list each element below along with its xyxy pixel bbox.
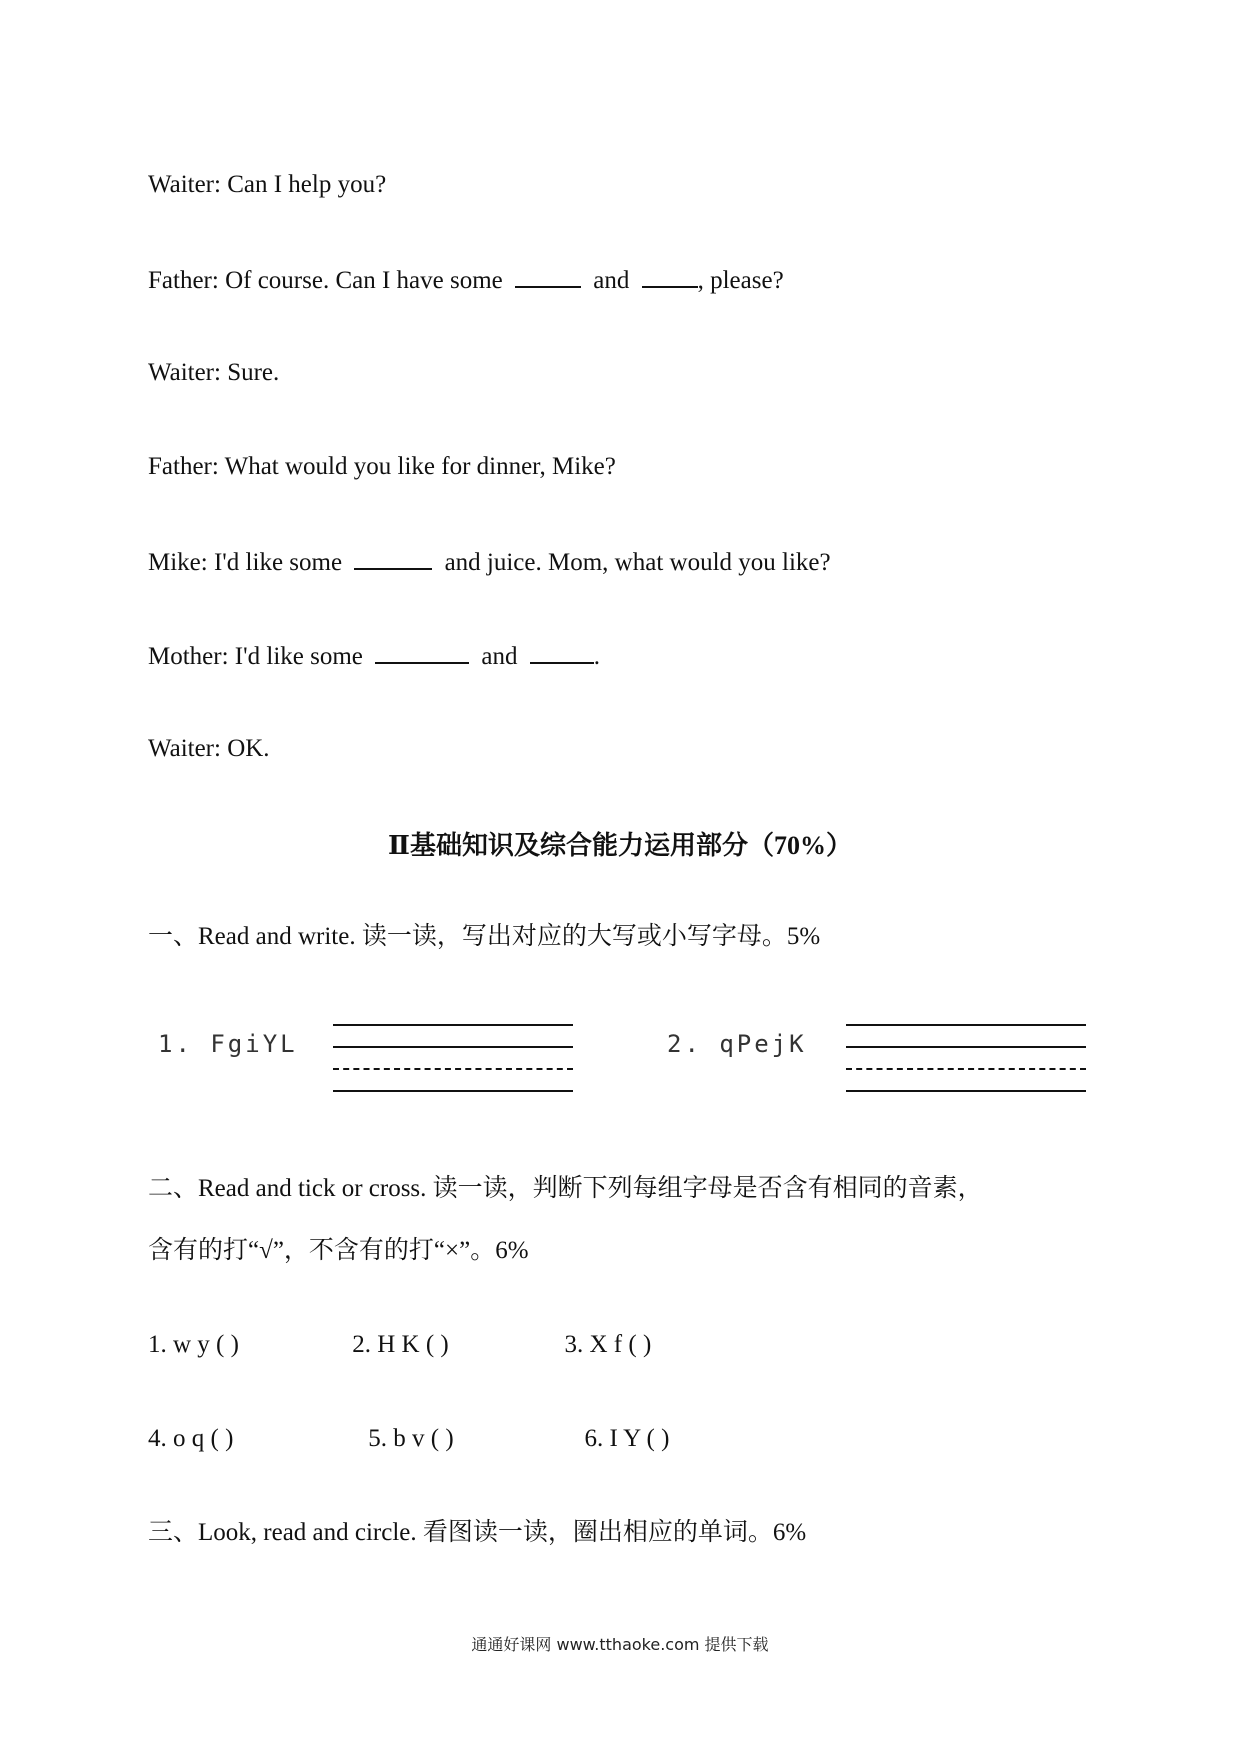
writing-guide-lines (846, 1024, 1086, 1100)
line2-text-b: and (593, 267, 630, 294)
dialogue-line-7: Waiter: OK. (148, 735, 270, 762)
q2-item-4: 4. o q ( ) (148, 1425, 234, 1452)
line2-text-a: Father: Of course. Can I have some (148, 267, 503, 294)
q1-item-1: 1. FgiYL (158, 1030, 298, 1058)
dialogue-line-6 (148, 640, 600, 672)
answer-blank (515, 264, 581, 288)
answer-blank (530, 640, 594, 664)
q3-title: 三、Look, read and circle. 看图读一读，圈出相应的单词。6% (148, 1519, 807, 1546)
q2-row-1 (148, 1330, 651, 1360)
dialogue-line-4: Father: What would you like for dinner, Mike? (148, 453, 616, 480)
answer-blank (375, 640, 469, 664)
dialogue-line-3: Waiter: Sure. (148, 359, 280, 386)
line6-text-c: . (593, 643, 600, 670)
q2-item-1: 1. w y ( ) (148, 1331, 239, 1358)
line2-text-c: , please? (697, 267, 784, 294)
q1-title: 一、Read and write. 读一读，写出对应的大写或小写字母。5% (148, 923, 821, 950)
line5-text-a: Mike: I'd like some (148, 549, 343, 576)
dialogue-line-2 (148, 264, 784, 296)
answer-blank (354, 546, 432, 570)
q1-item-2: 2. qPejK (667, 1030, 807, 1058)
dialogue-line-1: Waiter: Can I help you? (148, 171, 387, 198)
q2-item-5: 5. b v ( ) (368, 1425, 454, 1452)
q2-item-3: 3. X f ( ) (564, 1331, 652, 1358)
dialogue-line-5 (148, 546, 831, 578)
answer-blank (642, 264, 698, 288)
footer: 通通好课网 www.tthaoke.com 提供下载 (471, 1635, 769, 1654)
q2-item-2: 2. H K ( ) (352, 1331, 449, 1358)
section-title: Ⅱ基础知识及综合能力运用部分（70%） (388, 831, 852, 860)
q2-item-6: 6. I Y ( ) (584, 1425, 670, 1452)
line6-text-a: Mother: I'd like some (148, 643, 363, 670)
line5-text-b: and juice. Mom, what would you like? (444, 549, 831, 576)
line6-text-b: and (481, 643, 518, 670)
q2-row-2 (148, 1424, 669, 1454)
q2-title-line-2: 含有的打“√”，不含有的打“×”。6% (148, 1237, 529, 1264)
q2-title-line-1: 二、Read and tick or cross. 读一读，判断下列每组字母是否含有相同的音素， (148, 1175, 983, 1202)
writing-guide-lines (333, 1024, 573, 1100)
